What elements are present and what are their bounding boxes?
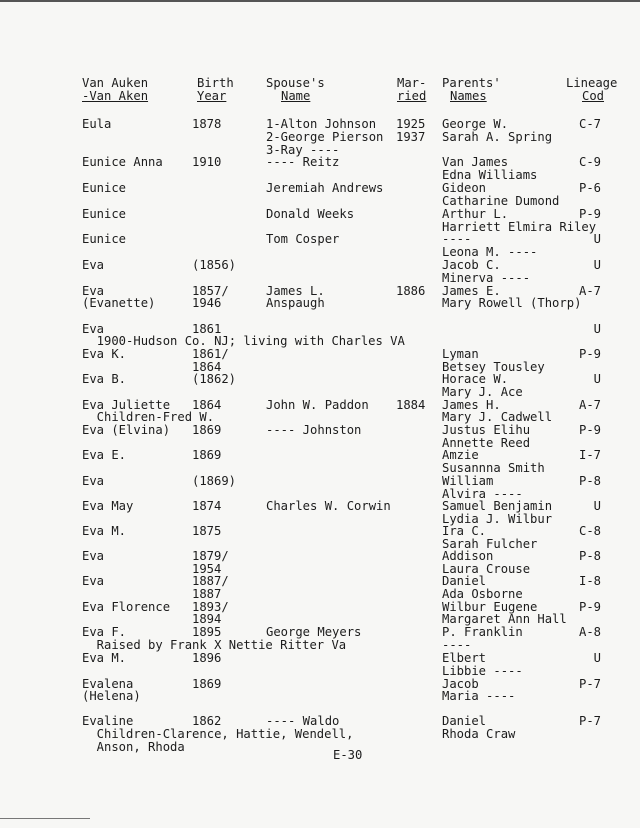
header-surname-variant: -Van Aken <box>82 89 149 103</box>
person-name: (Evanette) <box>82 296 156 310</box>
parents-names: Lyman <box>442 347 479 361</box>
parents-names: Amzie <box>442 448 479 462</box>
person-name: Eva <box>82 574 105 588</box>
spouse-name: Anspaugh <box>266 296 325 310</box>
header-birth: Birth <box>197 76 234 90</box>
parents-names: Maria ---- <box>442 689 516 703</box>
person-name: Eunice <box>82 207 127 221</box>
person-name: Eva <box>82 474 105 488</box>
birth-year: 1887/ <box>192 574 229 588</box>
parents-names: Ada Osborne <box>442 587 523 601</box>
parents-names: William <box>442 474 494 488</box>
parents-names: Van James <box>442 155 509 169</box>
lineage-code: A-7 <box>578 398 601 412</box>
lineage-code: P-9 <box>578 207 601 221</box>
lineage-code: U <box>593 372 601 386</box>
spouse-name: Charles W. Corwin <box>266 499 391 513</box>
person-name: Eva <box>82 284 105 298</box>
header-spouse-name: Name <box>281 89 311 103</box>
birth-year: 1910 <box>192 155 222 169</box>
parents-names: Jacob <box>442 677 479 691</box>
lineage-code: P-9 <box>578 423 601 437</box>
spouse-name: 1-Alton Johnson <box>266 117 377 131</box>
parents-names: Margaret Ann Hall <box>442 612 567 626</box>
birth-year: 1874 <box>192 499 222 513</box>
parents-names: ---- <box>442 232 472 246</box>
parents-names: Harriett Elmira Riley <box>442 220 597 234</box>
parents-names: James H. <box>442 398 501 412</box>
lineage-code: U <box>593 322 601 336</box>
spouse-name: John W. Paddon <box>266 398 369 412</box>
entry-note: 1900-Hudson Co. NJ; living with Charles VA <box>82 334 405 348</box>
spouse-name: Donald Weeks <box>266 207 355 221</box>
header-surname: Van Auken <box>82 76 149 90</box>
spouse-name: ---- Waldo <box>266 714 340 728</box>
birth-year: 1946 <box>192 296 222 310</box>
parents-names: Laura Crouse <box>442 562 531 576</box>
person-name: Eula <box>82 117 112 131</box>
birth-year: 1894 <box>192 612 222 626</box>
lineage-code: C-8 <box>578 524 601 538</box>
birth-year: 1861/ <box>192 347 229 361</box>
person-name: Eva E. <box>82 448 127 462</box>
spouse-name: 3-Ray ---- <box>266 143 340 157</box>
spouse-name: George Meyers <box>266 625 362 639</box>
lineage-code: P-9 <box>578 347 601 361</box>
spouse-name: ---- Reitz <box>266 155 340 169</box>
parents-names: Jacob C. <box>442 258 501 272</box>
lineage-code: I-8 <box>578 574 601 588</box>
parents-names: Wilbur Eugene <box>442 600 538 614</box>
birth-year: 1857/ <box>192 284 229 298</box>
person-name: Eva <box>82 322 105 336</box>
header-parents: Parents' <box>442 76 501 90</box>
header-lineage: Lineage <box>566 76 618 90</box>
lineage-code: P-8 <box>578 549 601 563</box>
lineage-code: C-7 <box>578 117 601 131</box>
person-name: Eunice <box>82 181 127 195</box>
birth-year: 1861 <box>192 322 222 336</box>
birth-year: 1896 <box>192 651 222 665</box>
entry-note: Raised by Frank X Nettie Ritter Va <box>82 638 347 652</box>
parents-names: Arthur L. <box>442 207 509 221</box>
marriage-year: 1937 <box>396 130 426 144</box>
entry-note: Anson, Rhoda <box>82 740 185 754</box>
birth-year: (1862) <box>192 372 237 386</box>
parents-names: Edna Williams <box>442 168 538 182</box>
parents-names: George W. <box>442 117 509 131</box>
lineage-code: A-8 <box>578 625 601 639</box>
header-ried: ried <box>397 89 427 103</box>
header-parents-names: Names <box>450 89 487 103</box>
person-name: Eva (Elvina) <box>82 423 171 437</box>
birth-year: 1887 <box>192 587 222 601</box>
person-name: Evalena <box>82 677 134 691</box>
header-year: Year <box>197 89 227 103</box>
parents-names: Betsey Tousley <box>442 360 545 374</box>
lineage-code: I-7 <box>578 448 601 462</box>
bottom-rule <box>0 818 90 819</box>
entry-note: Children-Clarence, Hattie, Wendell, <box>82 727 354 741</box>
parents-names: Horace W. <box>442 372 509 386</box>
birth-year: 1862 <box>192 714 222 728</box>
parents-names: Daniel <box>442 574 487 588</box>
lineage-code: U <box>593 499 601 513</box>
parents-names: Mary Rowell (Thorp) <box>442 296 582 310</box>
parents-names: Justus Elihu <box>442 423 531 437</box>
parents-names: Rhoda Craw <box>442 727 516 741</box>
birth-year: 1869 <box>192 448 222 462</box>
parents-names: Daniel <box>442 714 487 728</box>
parents-names: P. Franklin <box>442 625 523 639</box>
page-number: E-30 <box>333 748 363 762</box>
person-name: Eva May <box>82 499 134 513</box>
parents-names: Libbie ---- <box>442 664 523 678</box>
lineage-code: U <box>593 651 601 665</box>
spouse-name: ---- Johnston <box>266 423 362 437</box>
header-spouse: Spouse's <box>266 76 325 90</box>
lineage-code: P-7 <box>578 677 601 691</box>
parents-names: Lydia J. Wilbur <box>442 512 553 526</box>
parents-names: Mary J. Ace <box>442 385 523 399</box>
parents-names: Annette Reed <box>442 436 531 450</box>
person-name: Eunice Anna <box>82 155 163 169</box>
person-name: Eva F. <box>82 625 127 639</box>
lineage-code: C-9 <box>578 155 601 169</box>
lineage-code: A-7 <box>578 284 601 298</box>
person-name: Eva B. <box>82 372 127 386</box>
entry-note: Children-Fred W. <box>82 410 215 424</box>
birth-year: 1895 <box>192 625 222 639</box>
birth-year: 1878 <box>192 117 222 131</box>
birth-year: 1875 <box>192 524 222 538</box>
person-name: Evaline <box>82 714 134 728</box>
marriage-year: 1886 <box>396 284 426 298</box>
parents-names: Ira C. <box>442 524 487 538</box>
parents-names: Leona M. ---- <box>442 245 538 259</box>
lineage-code: P-9 <box>578 600 601 614</box>
parents-names: Gideon <box>442 181 487 195</box>
lineage-code: U <box>593 232 601 246</box>
parents-names: Catharine Dumond <box>442 194 560 208</box>
birth-year: 1893/ <box>192 600 229 614</box>
parents-names: Mary J. Cadwell <box>442 410 553 424</box>
person-name: Eunice <box>82 232 127 246</box>
person-name: Eva M. <box>82 524 127 538</box>
person-name: Eva Florence <box>82 600 171 614</box>
birth-year: 1864 <box>192 398 222 412</box>
marriage-year: 1925 <box>396 117 426 131</box>
parents-names: Minerva ---- <box>442 271 531 285</box>
parents-names: Alvira ---- <box>442 487 523 501</box>
birth-year: (1869) <box>192 474 237 488</box>
parents-names: James E. <box>442 284 501 298</box>
marriage-year: 1884 <box>396 398 426 412</box>
birth-year: 1879/ <box>192 549 229 563</box>
parents-names: Samuel Benjamin <box>442 499 553 513</box>
birth-year: 1954 <box>192 562 222 576</box>
spouse-name: James L. <box>266 284 325 298</box>
parents-names: Susannna Smith <box>442 461 545 475</box>
lineage-code: P-6 <box>578 181 601 195</box>
birth-year: 1869 <box>192 677 222 691</box>
parents-names: Elbert <box>442 651 487 665</box>
parents-names: Sarah Fulcher <box>442 537 538 551</box>
header-code: Cod <box>582 89 605 103</box>
person-name: Eva Juliette <box>82 398 171 412</box>
person-name: Eva K. <box>82 347 127 361</box>
person-name: (Helena) <box>82 689 141 703</box>
parents-names: Sarah A. Spring <box>442 130 553 144</box>
spouse-name: Jeremiah Andrews <box>266 181 384 195</box>
lineage-code: P-8 <box>578 474 601 488</box>
lineage-code: P-7 <box>578 714 601 728</box>
birth-year: (1856) <box>192 258 237 272</box>
top-rule <box>0 0 640 2</box>
person-name: Eva <box>82 258 105 272</box>
parents-names: Addison <box>442 549 494 563</box>
birth-year: 1864 <box>192 360 222 374</box>
header-mar: Mar- <box>397 76 427 90</box>
spouse-name: 2-George Pierson <box>266 130 384 144</box>
parents-names: ---- <box>442 638 472 652</box>
birth-year: 1869 <box>192 423 222 437</box>
spouse-name: Tom Cosper <box>266 232 340 246</box>
person-name: Eva <box>82 549 105 563</box>
lineage-code: U <box>593 258 601 272</box>
person-name: Eva M. <box>82 651 127 665</box>
